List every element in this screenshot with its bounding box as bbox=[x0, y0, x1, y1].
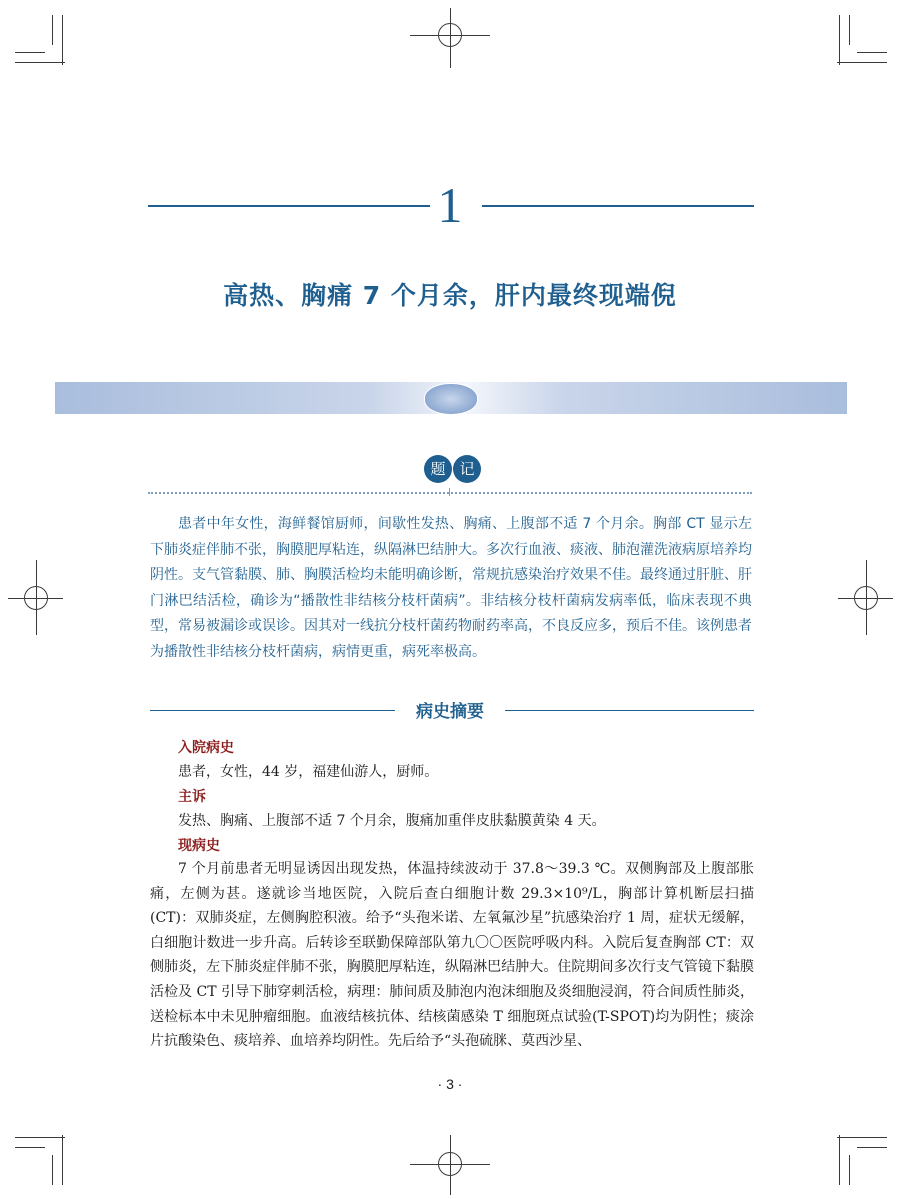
crop-mark bbox=[857, 52, 887, 53]
crop-mark bbox=[62, 1135, 63, 1185]
intro-badge-2: 记 bbox=[453, 455, 481, 483]
present-illness-text: 7 个月前患者无明显诱因出现发热，体温持续波动于 37.8～39.3 ℃。双侧胸部及上腹部胀痛，左侧为甚。遂就诊当地医院，入院后查白细胞计数 29.3×10⁹/L，胸部计算机断层扫描(CT)：双肺炎症，左侧胸腔积液。给予“头孢米诺、左氧氟沙星”抗感染治疗 1 周，症状无缓解，白细胞计数进一步升高。后转诊至联勤保障部队第九〇〇医院呼吸内科。入院后复查胸部 CT：双侧肺炎，左下肺炎症伴肺不张，胸膜肥厚粘连，纵隔淋巴结肿大。住院期间多次行支气管镜下黏膜活检及 CT 引导下肺穿刺活检，病理：肺间质及肺泡内泡沫细胞及炎细胞浸润，符合间质性肺炎，送检标本中未见肿瘤细胞。血液结核抗体、结核菌感染 T 细胞斑点试验(T-SPOT)均为阴性；痰涂片抗酸染色、痰培养、血培养均阴性。先后给予“头孢硫脒、莫西沙星、 bbox=[150, 861, 754, 1050]
crop-mark bbox=[866, 560, 867, 635]
crop-mark bbox=[62, 15, 63, 65]
admission-text: 患者，女性，44 岁，福建仙游人，厨师。 bbox=[178, 764, 439, 780]
crop-mark bbox=[857, 1147, 887, 1148]
intro-badge-1: 题 bbox=[424, 455, 452, 483]
crop-mark bbox=[837, 62, 887, 63]
present-illness-heading: 现病史 bbox=[178, 838, 220, 854]
crop-mark bbox=[839, 15, 840, 65]
crop-mark bbox=[15, 1137, 65, 1138]
complaint-heading: 主诉 bbox=[178, 789, 206, 805]
admission-heading: 入院病史 bbox=[178, 740, 234, 756]
intro-paragraph: 患者中年女性，海鲜餐馆厨师，间歇性发热、胸痛、上腹部不适 7 个月余。胸部 CT 显示左下肺炎症伴肺不张，胸膜肥厚粘连，纵隔淋巴结肿大。多次行血液、痰液、肺泡灌洗液病原培养均阴性。支气管黏膜、肺、胸膜活检均未能明确诊断，常规抗感染治疗效果不佳。最终通过肝脏、肝门淋巴结活检，确诊为“播散性非结核分枝杆菌病”。非结核分枝杆菌病发病率低，临床表现不典型，常易被漏诊或误诊。因其对一线抗分枝杆菌药物耐药率高，不良反应多，预后不佳。该例患者为播散性非结核分枝杆菌病，病情更重，病死率极高。 bbox=[150, 516, 752, 660]
dotted-divider bbox=[148, 492, 752, 494]
crop-mark bbox=[849, 1155, 850, 1185]
chapter-title: 高热、胸痛 7 个月余，肝内最终现端倪 bbox=[223, 281, 677, 310]
page-number: · 3 · bbox=[437, 1076, 463, 1092]
crop-mark bbox=[15, 62, 65, 63]
emblem-icon bbox=[424, 383, 478, 415]
crop-mark bbox=[15, 1147, 45, 1148]
crop-mark bbox=[52, 1155, 53, 1185]
complaint-text: 发热、胸痛、上腹部不适 7 个月余，腹痛加重伴皮肤黏膜黄染 4 天。 bbox=[178, 813, 606, 829]
crop-mark bbox=[837, 1137, 887, 1138]
section-title: 病史摘要 bbox=[416, 702, 484, 722]
crop-mark bbox=[52, 15, 53, 45]
crop-mark bbox=[450, 1135, 451, 1195]
crop-mark bbox=[849, 15, 850, 45]
divider-tick bbox=[449, 488, 450, 496]
crop-mark bbox=[15, 52, 45, 53]
crop-mark bbox=[450, 8, 451, 68]
crop-mark bbox=[839, 1135, 840, 1185]
chapter-number: 1 bbox=[437, 177, 463, 233]
crop-mark bbox=[36, 560, 37, 635]
